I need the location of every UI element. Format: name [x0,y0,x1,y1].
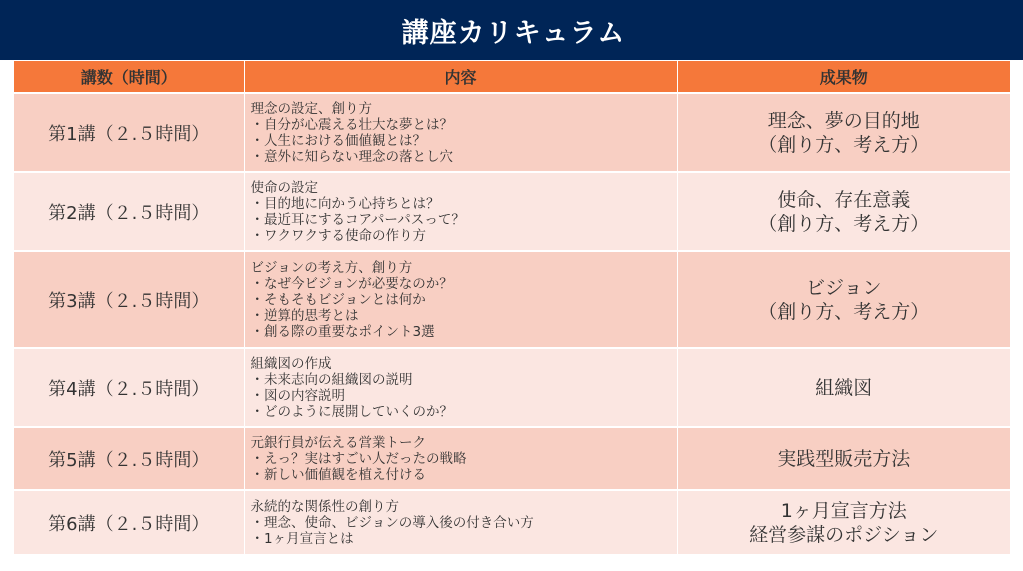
session-cell: 第5講（２.５時間） [14,427,244,490]
table-row [14,348,1010,427]
session-cell: 第6講（２.５時間） [14,490,244,554]
column-header-result: 成果物 [677,61,1010,93]
content-cell [244,93,677,172]
content-cell [244,348,677,427]
content-cell [244,172,677,251]
column-header-content: 内容 [244,61,677,93]
session-cell: 第3講（２.５時間） [14,251,244,348]
content-heading: 元銀行員が伝える営業トーク [250,434,426,451]
result-cell [677,427,1010,490]
content-item: ・創る際の重要なポイント3選 [250,323,435,340]
content-item: ・未来志向の組織図の説明 [250,371,413,388]
page-title: 講座カリキュラム [401,17,626,49]
content-cell [244,251,677,348]
result-cell [677,251,1010,348]
table-row [14,93,1010,172]
content-item: ・目的地に向かう心持ちとは？ [250,195,440,212]
content-heading: 組織図の作成 [250,355,332,372]
content-item: ・なぜ今ビジョンが必要なのか？ [250,275,453,292]
session-cell: 第4講（２.５時間） [14,348,244,427]
result-line: （創り方、考え方） [758,212,930,235]
result-cell [677,490,1010,554]
content-item: ・えっ？実はすごい人だったの戦略 [250,450,467,467]
result-line: 実践型販売方法 [777,447,911,470]
table-row [14,251,1010,348]
content-cell [244,490,677,554]
result-line: 経営参謀のポジション [749,523,939,546]
session-cell: 第1講（２.５時間） [14,93,244,172]
result-line: 1ヶ月宣言方法 [780,499,907,522]
curriculum-table [14,61,1010,554]
content-item: ・理念、使命、ビジョンの導入後の付き合い方 [250,514,534,531]
content-item: ・逆算的思考とは [250,307,359,324]
table-row [14,490,1010,554]
content-item: ・意外に知らない理念の落とし穴 [250,148,453,165]
result-line: ビジョン [805,276,882,299]
table-row [14,172,1010,251]
result-line: 組織図 [815,376,873,399]
result-cell [677,93,1010,172]
header-bar [0,0,1023,60]
content-item: ・そもそもビジョンとは何か [250,291,426,308]
result-cell [677,348,1010,427]
content-item: ・図の内容説明 [250,387,345,404]
table-header-row [14,61,1010,93]
content-item: ・人生における価値観とは？ [250,132,426,149]
result-line: （創り方、考え方） [758,300,930,323]
result-line: 理念、夢の目的地 [767,109,920,132]
content-heading: ビジョンの考え方、創り方 [250,259,413,276]
session-cell: 第2講（２.５時間） [14,172,244,251]
content-heading: 理念の設定、創り方 [250,100,372,117]
content-item: ・1ヶ月宣言とは [250,530,354,547]
content-item: ・どのように展開していくのか？ [250,403,453,420]
content-item: ・ワクワクする使命の作り方 [250,227,426,244]
table-row [14,427,1010,490]
result-line: 使命、存在意義 [777,188,911,211]
content-item: ・最近耳にするコアパーパスって？ [250,211,465,228]
column-header-session: 講数（時間） [14,61,244,93]
content-item: ・自分が心震える壮大な夢とは？ [250,116,453,133]
content-item: ・新しい価値観を植え付ける [250,466,426,483]
result-cell [677,172,1010,251]
content-heading: 使命の設定 [250,179,318,196]
result-line: （創り方、考え方） [758,133,930,156]
content-cell [244,427,677,490]
content-heading: 永続的な関係性の創り方 [250,498,399,515]
